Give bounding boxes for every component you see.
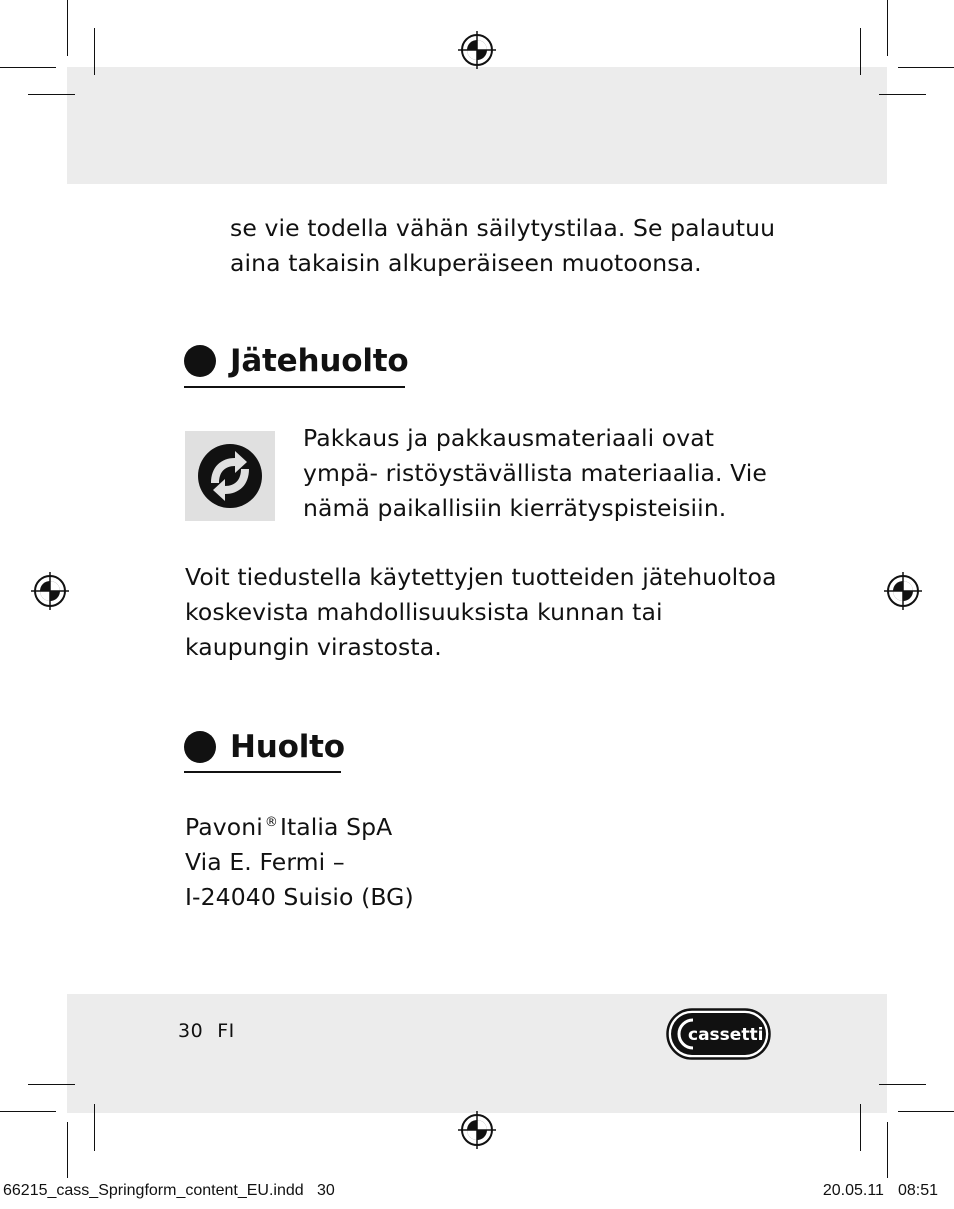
- crop-mark: [28, 94, 75, 95]
- disposal-paragraph-1: Pakkaus ja pakkausmateriaali ovat ympä- ristöystävällista materiaalia. Vie nämä paikallisiin kierrätyspisteisiin.: [303, 424, 767, 522]
- crop-mark: [898, 1111, 954, 1112]
- section-title: Jätehuolto: [230, 343, 409, 379]
- company-line: Pavoni ®Italia SpA: [185, 813, 393, 841]
- crop-mark: [67, 1122, 68, 1178]
- green-dot-recycling-icon: [185, 431, 275, 521]
- section-heading-service: [184, 729, 345, 765]
- registration-mark-icon: [458, 1111, 496, 1149]
- bullet-icon: [184, 731, 216, 763]
- service-address: [185, 805, 685, 915]
- crop-mark: [860, 28, 861, 75]
- crop-mark: [887, 1122, 888, 1178]
- crop-mark: [879, 94, 926, 95]
- cassetti-logo-icon: [666, 1008, 771, 1060]
- language-code: FI: [217, 1020, 235, 1042]
- cassetti-logo: [666, 1008, 771, 1064]
- registration-mark-icon: [458, 31, 496, 69]
- registration-mark-icon: [884, 572, 922, 610]
- crop-mark: [0, 67, 56, 68]
- section-heading-disposal: [184, 343, 408, 379]
- crop-mark: [898, 67, 954, 68]
- street-line: Via E. Fermi –: [185, 848, 345, 876]
- green-dot-box: [185, 431, 275, 521]
- svg-text:cassetti: cassetti: [688, 1025, 764, 1045]
- print-slug-file: 66215_cass_Springform_content_EU.indd 30: [3, 1182, 335, 1199]
- page-number: 30: [178, 1020, 204, 1042]
- crop-mark: [94, 1104, 95, 1151]
- crop-mark: [879, 1084, 926, 1085]
- registered-mark: ®: [264, 815, 278, 830]
- print-time: 08:51: [897, 1182, 938, 1199]
- heading-underline: [184, 386, 405, 388]
- postal-line: I-24040 Suisio (BG): [185, 883, 414, 911]
- print-date: 20.05.11: [822, 1182, 884, 1199]
- registration-mark-icon: [31, 572, 69, 610]
- crop-mark: [94, 28, 95, 75]
- heading-underline: [184, 771, 341, 773]
- crop-mark: [28, 1084, 75, 1085]
- disposal-paragraph-2: Voit tiedustella käytettyjen tuotteiden jätehuoltoa koskevista mahdollisuuksista kunnan tai kaupungin virastosta.: [185, 563, 777, 661]
- crop-mark: [0, 1111, 56, 1112]
- crop-mark: [887, 0, 888, 56]
- header-band: [67, 67, 887, 184]
- crop-mark: [860, 1104, 861, 1151]
- page-footer-number: [178, 1020, 235, 1042]
- section-title: Huolto: [230, 729, 345, 765]
- print-slug-timestamp: [823, 1182, 938, 1200]
- intro-paragraph: se vie todella vähän säilytystilaa. Se palautuu aina takaisin alkuperäiseen muotoonsa.: [230, 214, 776, 277]
- crop-mark: [67, 0, 68, 56]
- bullet-icon: [184, 345, 216, 377]
